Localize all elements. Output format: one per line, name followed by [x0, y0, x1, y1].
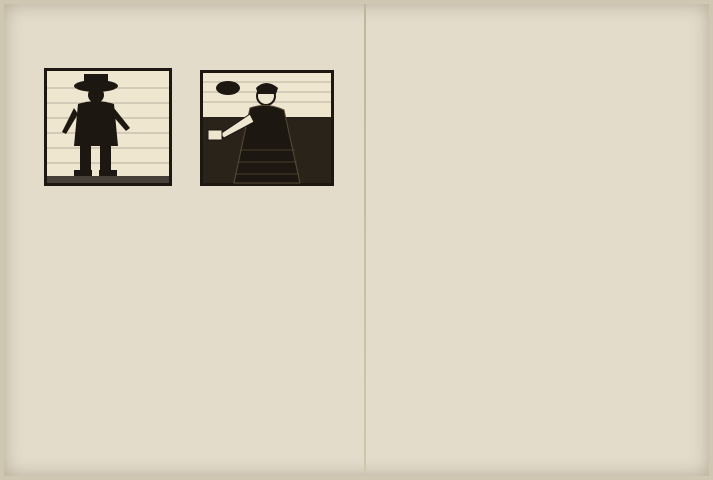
gentlewoman-woodcut-icon — [200, 70, 334, 186]
verse-column-1 — [14, 190, 30, 243]
man-in-hat-woodcut-icon — [44, 68, 172, 186]
right-half — [364, 4, 709, 476]
broadside-sheet — [4, 4, 709, 476]
verse-column-3 — [372, 12, 388, 54]
verse-column-2 — [182, 190, 198, 232]
left-half — [4, 4, 364, 476]
verse-column-4 — [540, 12, 556, 54]
